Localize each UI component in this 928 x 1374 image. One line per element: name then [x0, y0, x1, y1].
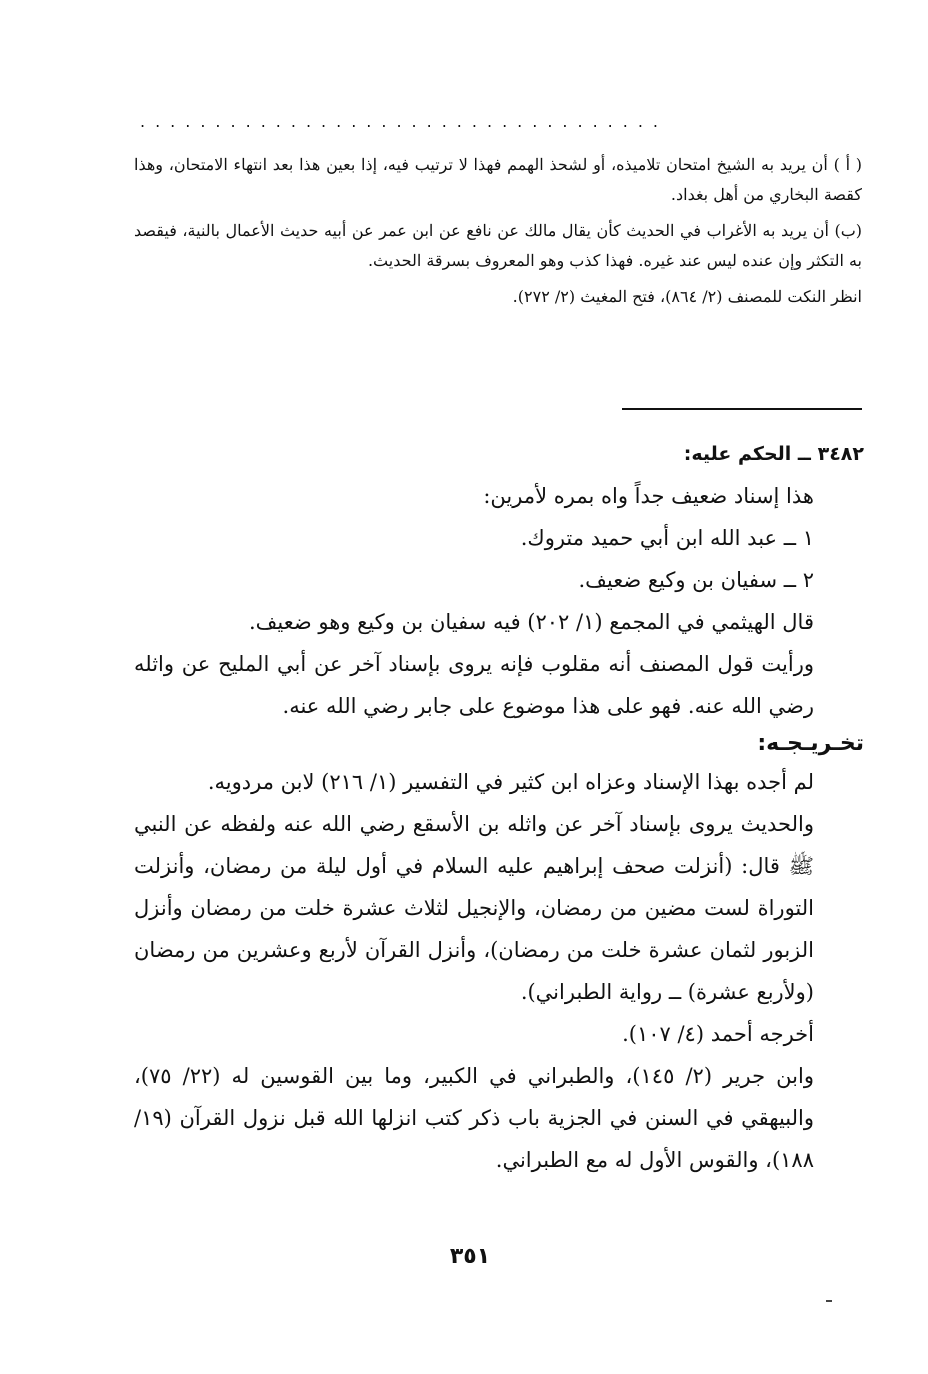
footnote-item-b: (ب) أن يريد به الأغراب في الحديث كأن يقال مالك عن نافع عن ابن عمر عن أبيه حديث الأعمال بالنية، فيقصد به التكثر وإن عنده ليس عند غيره. فهذا كذب وهو المعروف بسرقة الحديث.: [134, 221, 862, 270]
main-text: [134, 432, 864, 1181]
ruling-heading: [134, 432, 864, 475]
ruling-reason-1: ١ ــ عبد الله ابن أبي حميد متروك.: [520, 526, 814, 550]
entry-number: ٣٤٨٢: [817, 443, 864, 465]
hadith-paragraph: والحديث يروى بإسناد آخر عن واثله بن الأسقع رضي الله عنه ولفظه عن النبي ﷺ قال: (أنزلت صحف إبراهيم عليه السلام في أول ليلة من رمضان، وأنزلت التوراة لست مضين من رمضان، والإنجيل لثلاث عشرة خلت من رمضان وأنزل الزبور لثمان عشرة خلت من رمضان)، وأنزل القرآن لأربع وعشرين من رمضان (ولأربع عشرة) ــ رواية الطبراني).: [134, 812, 814, 1004]
ahmad-reference: أخرجه أحمد (٤/ ١٠٧).: [622, 1022, 814, 1046]
haythami-quote: قال الهيثمي في المجمع (١/ ٢٠٢) فيه سفيان بن وكيع وهو ضعيف.: [248, 610, 814, 634]
footnote-item-a: ( أ ) أن يريد به الشيخ امتحان تلاميذه، أو لشحذ الهمم فهذا لا ترتيب فيه، إذا بعين هذا بعد انتهاء الامتحان، وهذا كقصة البخاري من أهل بغداد.: [134, 155, 862, 204]
footnotes-block: [134, 150, 862, 318]
scan-mark: [826, 1300, 832, 1302]
page-number: ٣٥١: [449, 1244, 491, 1269]
footnote-reference: انظر النكت للمصنف (٢/ ٨٦٤)، فتح المغيث (٢/ ٢٧٢).: [512, 287, 862, 306]
takhrij-paragraph-1: لم أجده بهذا الإسناد وعزاه ابن كثير في التفسير (١/ ٢١٦) لابن مردويه.: [207, 770, 814, 794]
footnote-separator: ...................................: [140, 112, 669, 131]
ruling-reason-2: ٢ ــ سفيان بن وكيع ضعيف.: [578, 568, 814, 592]
section-divider: [622, 408, 862, 410]
author-opinion: ورأيت قول المصنف أنه مقلوب فإنه يروى بإسناد آخر عن أبي المليح عن واثله رضي الله عنه. فهو على هذا موضوع على جابر رضي الله عنه.: [134, 652, 814, 718]
ruling-title: ــ الحكم عليه:: [683, 443, 811, 465]
ruling-intro: هذا إسناد ضعيف جداً واه بمره لأمرين:: [483, 484, 814, 508]
takhrij-heading: تخـريـجـه:: [757, 731, 864, 756]
ibn-jarir-reference: وابن جرير (٢/ ١٤٥)، والطبراني في الكبير، وما بين القوسين له (٢٢/ ٧٥)، والبيهقي في السنن في الجزية باب ذكر كتب انزلها الله قبل نزول القرآن (١٩/ ١٨٨)، والقوس الأول له مع الطبراني.: [134, 1064, 814, 1172]
